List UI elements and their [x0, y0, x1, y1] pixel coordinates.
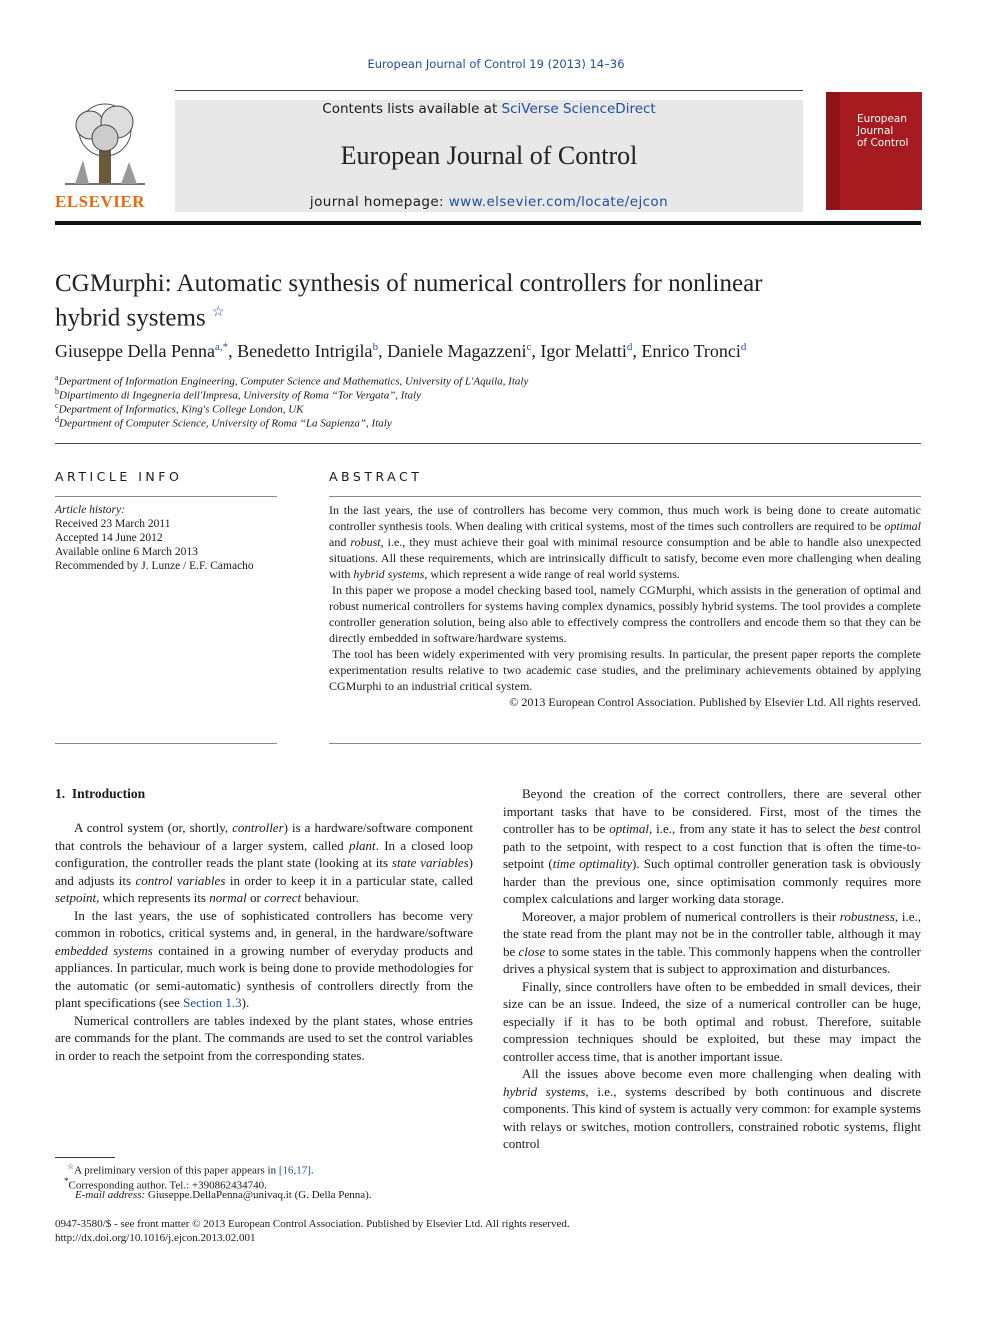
header-top-rule — [175, 90, 803, 91]
journal-cover-stripe — [826, 92, 840, 210]
right-paragraph-4: All the issues above become even more challenging when dealing with hybrid systems, i.e., systems described by both continuous and discrete components. This kind of system is actually very common: for example systems with relays or switches, motion controllers, constrained robotic systems, flight control — [503, 1066, 921, 1151]
elsevier-logo — [55, 100, 155, 210]
author-affiliation-mark[interactable]: c — [526, 341, 532, 353]
cover-line-1: European — [857, 113, 908, 125]
author-separator: , — [228, 341, 238, 361]
paper-title — [55, 269, 915, 332]
footnote-rule — [55, 1157, 115, 1158]
journal-cover-title — [857, 113, 919, 149]
abstract-bottom-rule — [329, 743, 921, 744]
author-affiliation-mark[interactable]: a,* — [214, 341, 229, 353]
author-affiliation-mark[interactable]: b — [372, 341, 379, 353]
homepage-link[interactable]: www.elsevier.com/locate/ejcon — [448, 194, 669, 210]
footnote-corresponding: *Corresponding author. Tel.: +390862434740. — [64, 1176, 267, 1192]
email-address[interactable]: Giuseppe.DellaPenna@univaq.it (G. Della Penna). — [145, 1189, 372, 1201]
contents-prefix: Contents lists available at — [322, 101, 502, 117]
intro-paragraph-2: In the last years, the use of sophisticated controllers has become very common in robotics, critical systems and, in general, in the hardware/software embedded systems contained in a growing number of everyday products and appliances. In particular, much work is being done to provide methodologies for the automatic (or semi-automatic) synthesis of controllers directly from the plant specifications (see Section 1.3). — [55, 907, 473, 1010]
abstract-paragraph-1: In the last years, the use of controllers has become very common, thus much work is being done to create automatic controller synthesis tools. When dealing with critical systems, most of the times such controllers are required to be optimal and robust, i.e., they must achieve their goal with minimal resource consumption and be able to handle also unexpected situations. All these requirements, which are intrinsically difficult to satisfy, become even more challenging when dealing with hybrid systems, which represent a wide range of real world systems. — [329, 503, 921, 581]
elsevier-wordmark: ELSEVIER — [55, 192, 145, 211]
contents-line — [175, 101, 803, 117]
left-column — [55, 819, 473, 1064]
affiliation-c: $^c$Department of Informatics, King's College London, UK — [55, 401, 304, 416]
intro-paragraph-3: Numerical controllers are tables indexed by the plant states, whose entries are commands for the plant. The commands are used to set the control variables in order to reach the setpoint from the corresponding states. — [55, 1012, 473, 1063]
right-paragraph-1: Beyond the creation of the correct controllers, there are several other important tasks that have to be considered. First, most of the times the controller has to be optimal, i.e., from any state it has to select the best control path to the setpoint, with respect to a cost function that is often the time-to-setpoint (time optimality). Such optimal controller generation task is obviously harder than the previous one, since optimisation commonly requires more complex calculations and larger working data storage. — [503, 786, 922, 906]
article-info-heading: ARTICLE INFO — [55, 469, 183, 484]
footnote-star: ☆A preliminary version of this paper appears in [16,17]. — [67, 1162, 314, 1177]
sciencedirect-link[interactable]: SciVerse ScienceDirect — [501, 101, 656, 117]
abstract-paragraph-2: In this paper we propose a model checking based tool, namely CGMurphi, which assists in the generation of optimal and robust numerical controllers for systems having complex dynamics, possibly hybrid systems. The tool provides a complete controller generation solution, being also able to effectively compress the controllers and encode them so that they can be directly embedded in software/hardware systems. — [329, 583, 921, 645]
abstract-heading: ABSTRACT — [329, 469, 423, 484]
header-bottom-rule — [55, 221, 921, 225]
elsevier-tree-icon — [55, 100, 155, 190]
author-affiliation-mark[interactable]: d — [626, 341, 633, 353]
title-line-1: CGMurphi: Automatic synthesis of numerical controllers for nonlinear — [55, 270, 763, 297]
front-matter-rule — [55, 443, 921, 444]
journal-citation[interactable]: European Journal of Control 19 (2013) 14–36 — [367, 57, 625, 71]
journal-cover — [826, 92, 922, 210]
right-paragraph-2: Moreover, a major problem of numerical controllers is their robustness, i.e., the state read from the plant may not be in the controller table, although it may be close to some states in the table. This commonly happens when the controller drives a physical system that is subject to approximation and disturbances. — [503, 908, 921, 976]
author-list — [55, 341, 935, 362]
intro-paragraph-1: A control system (or, shortly, controller) is a hardware/software component that controls the behaviour of a larger system, called plant. In a closed loop configuration, the controller reads the plant state (looking at its state variables) and adjusts its control variables in order to keep it in a particular state, called setpoint, which represents its normal or correct behaviour. — [55, 820, 474, 905]
affiliation-b: $^b$Dipartimento di Ingegneria dell'Impresa, University of Roma “Tor Vergata”, Italy — [55, 387, 421, 402]
footnote-refs-link[interactable]: [16,17] — [278, 1164, 311, 1177]
journal-homepage — [175, 194, 803, 210]
author-name: Igor Melatti — [540, 341, 627, 361]
footnote-email — [75, 1188, 372, 1202]
footnote-corr-mark: * — [64, 1176, 69, 1186]
abstract-copyright: © 2013 European Control Association. Published by Elsevier Ltd. All rights reserved. — [509, 695, 921, 709]
history-online: Available online 6 March 2013 — [55, 546, 198, 558]
affiliation-a: $^a$Department of Information Engineering, Computer Science and Mathematics, University of L'Aquila, Italy — [55, 373, 529, 388]
right-paragraph-3: Finally, since controllers have often to be embedded in small devices, their size can be an issue. Indeed, the size of a numerical controller can be huge, especially if it has to be both optimal and robust. Therefore, suitable compression techniques should be exploited, but these may impact the controller access time, that is another important issue. — [503, 978, 921, 1064]
cover-line-2: Journal — [857, 125, 894, 137]
article-history — [55, 503, 277, 573]
abstract-paragraph-3: The tool has been widely experimented with very promising results. In particular, the present paper reports the complete experimentation results relative to two academic case studies, and the preliminary achievements obtained by applying CGMurphi to an industrial critical system. — [329, 647, 921, 693]
author-name: Giuseppe Della Penna — [55, 341, 215, 361]
author-separator: , — [378, 341, 388, 361]
history-accepted: Accepted 14 June 2012 — [55, 532, 163, 544]
footnote-star-mark: ☆ — [67, 1162, 75, 1171]
section-heading: 1. Introduction — [55, 786, 146, 801]
history-label: Article history: — [55, 504, 125, 516]
history-received: Received 23 March 2011 — [55, 518, 171, 530]
cover-line-3: of Control — [857, 137, 909, 149]
author-separator: , — [531, 341, 541, 361]
footer-issn: 0947-3580/$ - see front matter © 2013 European Control Association. Published by Elsevier Ltd. All rights reserved. — [55, 1218, 570, 1230]
footer-doi[interactable]: http://dx.doi.org/10.1016/j.ejcon.2013.02.001 — [55, 1232, 256, 1244]
title-footnote-mark[interactable]: ☆ — [211, 305, 225, 320]
author-separator: , — [632, 341, 642, 361]
abstract-body — [329, 502, 921, 710]
homepage-prefix: journal homepage: — [309, 194, 449, 210]
right-column — [503, 785, 921, 1153]
history-recommended: Recommended by J. Lunze / E.F. Camacho — [55, 560, 254, 572]
section-1-3-link[interactable]: Section 1.3 — [183, 995, 242, 1010]
abstract-rule — [329, 496, 921, 497]
email-label: E-mail address: — [75, 1189, 146, 1201]
author-affiliation-mark[interactable]: d — [740, 341, 747, 353]
journal-title: European Journal of Control — [340, 141, 638, 170]
article-info-bottom-rule — [55, 743, 277, 744]
author-name: Benedetto Intrigila — [237, 341, 373, 361]
article-info-rule — [55, 496, 277, 497]
author-name: Enrico Tronci — [641, 341, 741, 361]
affiliation-d: $^d$Department of Computer Science, University of Roma “La Sapienza”, Italy — [55, 415, 392, 430]
title-line-2: hybrid systems ☆ — [55, 304, 225, 332]
author-name: Daniele Magazzeni — [387, 341, 527, 361]
